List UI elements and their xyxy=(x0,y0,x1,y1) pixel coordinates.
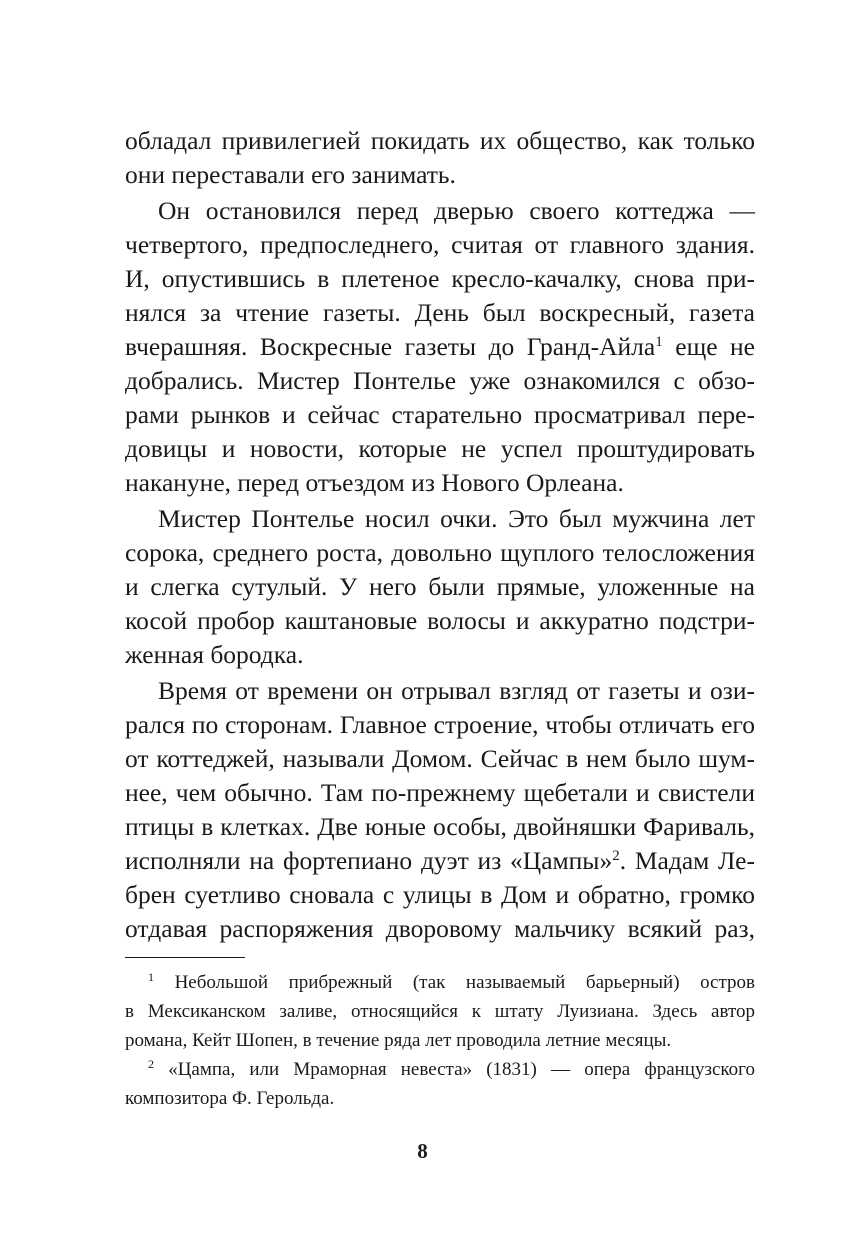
text-line: сорока, среднего роста, довольно щуплого телосложения xyxy=(125,538,755,567)
text-line: накануне, перед отъездом из Нового Орлеана. xyxy=(125,468,624,497)
text-line: И, опустившись в плетеное кресло-качалку, снова при- xyxy=(125,264,755,293)
text-line: рами рынков и сейчас старательно просматривал пере- xyxy=(125,400,755,429)
text-line: рался по сторонам. Главное строение, чтобы отличать его xyxy=(125,710,755,739)
footnote-1-line xyxy=(148,968,755,997)
text-line-with-footnote-2 xyxy=(125,844,755,878)
text-segment: . Мадам Ле- xyxy=(619,846,755,875)
footnote-ref-2: 2 xyxy=(612,848,620,864)
footnote-text: «Цампа, или Мраморная невеста» (1831) — опера французского xyxy=(168,1059,756,1080)
text-segment: вчерашняя. Воскресные газеты до Гранд-Айла xyxy=(125,332,656,361)
footnote-2-line xyxy=(148,1055,755,1084)
text-line: Мистер Понтелье носил очки. Это был мужчина лет xyxy=(158,504,755,533)
footnote-mark-1: 1 xyxy=(148,970,154,984)
text-line: брен суетливо сновала с улицы в Дом и обратно, громко xyxy=(125,880,755,909)
text-segment: исполняли на фортепиано дуэт из «Цампы» xyxy=(125,846,613,875)
text-line: от коттеджей, называли Домом. Сейчас в нем было шум- xyxy=(125,744,755,773)
footnote-divider xyxy=(125,957,245,958)
text-line: они переставали его занимать. xyxy=(125,160,456,189)
text-segment: еще не xyxy=(675,332,755,361)
text-line: довицы и новости, которые не успел проштудировать xyxy=(125,434,755,463)
text-line: птицы в клетках. Две юные особы, двойняшки Фариваль, xyxy=(125,812,755,841)
footnote-text: Небольшой прибрежный (так называемый барьерный) остров xyxy=(174,972,755,993)
footnote-2-line: композитора Ф. Герольда. xyxy=(125,1088,335,1109)
text-line: женная бородка. xyxy=(125,640,304,669)
text-line: четвертого, предпоследнего, считая от главного здания. xyxy=(125,230,755,259)
text-line: отдавая распоряжения дворовому мальчику всякий раз, xyxy=(125,914,755,943)
text-line: нее, чем обычно. Там по-прежнему щебетали и свистели xyxy=(125,778,755,807)
page-number: 8 xyxy=(417,1139,428,1163)
text-line: Он остановился перед дверью своего коттеджа — xyxy=(158,196,755,225)
footnote-ref-1: 1 xyxy=(655,334,663,350)
footnote-1-line: в Мексиканском заливе, относящийся к штату Луизиана. Здесь автор xyxy=(125,1001,755,1022)
footnote-1-line: романа, Кейт Шопен, в течение ряда лет проводила летние месяцы. xyxy=(125,1030,672,1051)
text-line: нялся за чтение газеты. День был воскресный, газета xyxy=(125,298,755,327)
text-line: Время от времени он отрывал взгляд от газеты и ози- xyxy=(158,676,755,705)
text-line-with-footnote-1 xyxy=(125,330,755,364)
text-line: и слегка сутулый. У него были прямые, уложенные на xyxy=(125,572,755,601)
text-line: косой пробор каштановые волосы и аккуратно подстри- xyxy=(125,606,755,635)
footnote-mark-2: 2 xyxy=(148,1057,154,1071)
text-line: обладал привилегией покидать их общество, как только xyxy=(125,126,755,155)
text-line: добрались. Мистер Понтелье уже ознакомился с обзо- xyxy=(125,366,755,395)
